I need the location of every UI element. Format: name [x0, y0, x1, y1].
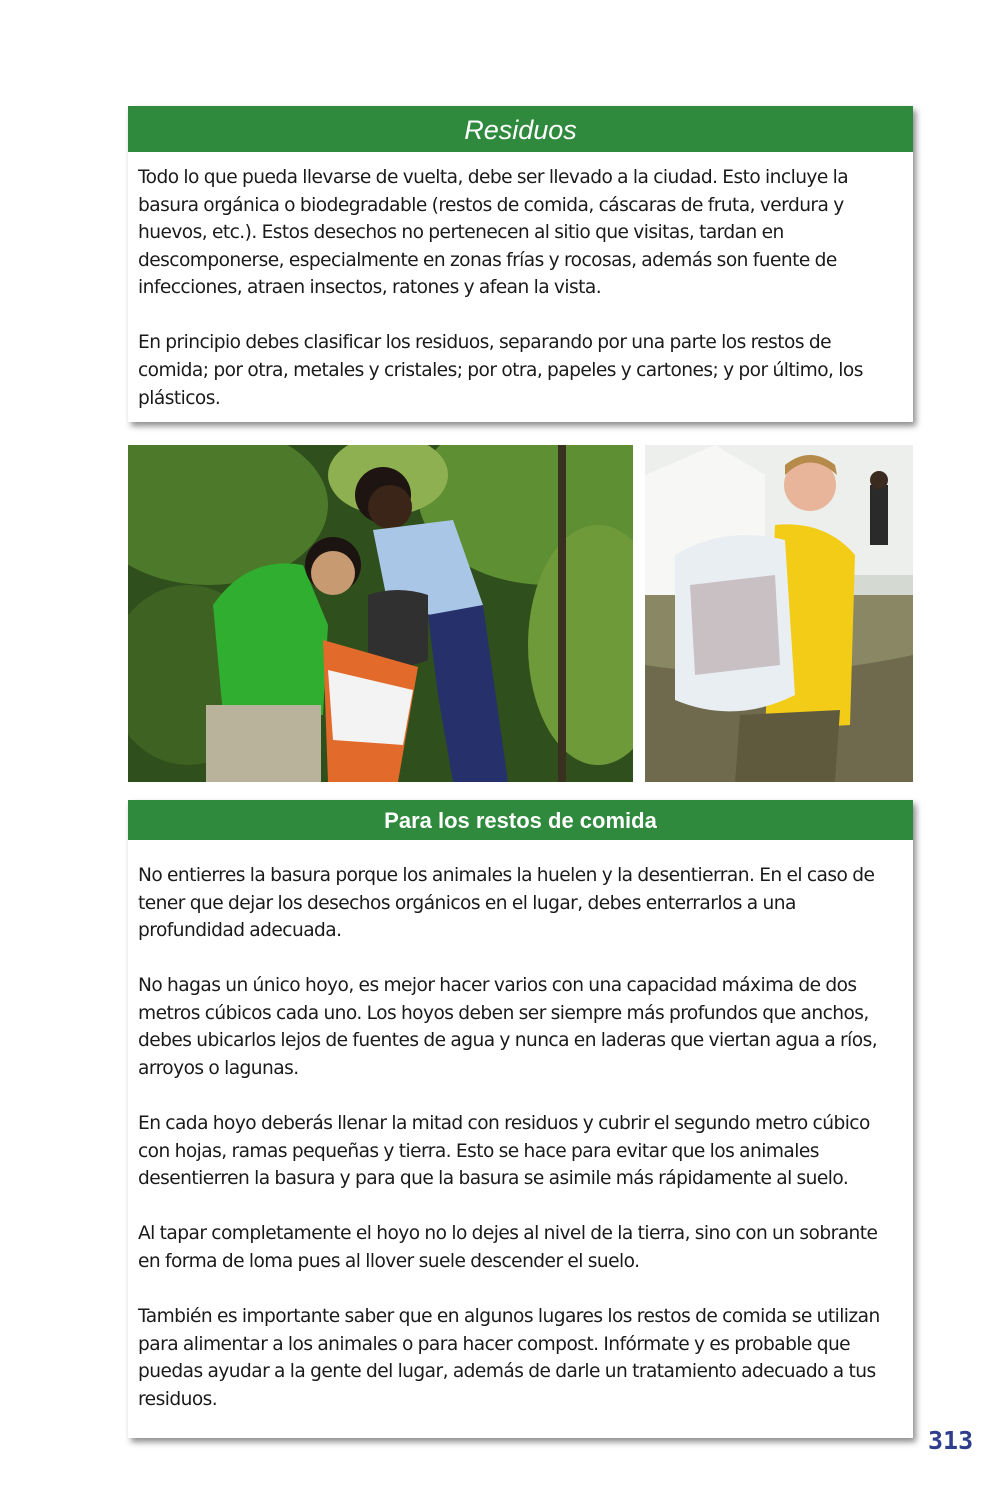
comida-paragraph-5: También es importante saber que en algunos lugares los restos de comida se utilizan para alimentar a los animales o para hacer compost. Infórmate y es probable que puedas ayudar a la gente del lugar, además de darle un tratamiento adecuado a tus residuos.: [138, 1306, 880, 1410]
comida-body: [128, 840, 913, 1414]
residuos-title: Residuos: [128, 106, 913, 152]
residuos-body: [128, 152, 913, 412]
comida-paragraph-2: No hagas un único hoyo, es mejor hacer varios con una capacidad máxima de dos metros cúbicos cada uno. Los hoyos deben ser siempre más profundos que anchos, debes ubicarlos lejos de fuentes de agua y nunca en laderas que viertan agua a ríos, arroyos o lagunas.: [138, 975, 878, 1080]
photo-scout-carrying-bag: [645, 445, 913, 782]
residuos-paragraph-2: En principio debes clasificar los residuos, separando por una parte los restos de comida; por otra, metales y cristales; por otra, papeles y cartones; y por último, los plásticos.: [138, 332, 863, 409]
comida-paragraph-4: Al tapar completamente el hoyo no lo dejes al nivel de la tierra, sino con un sobrante en forma de loma pues al llover suele descender el suelo.: [138, 1223, 878, 1273]
photo-scouts-bins: [128, 445, 633, 782]
comida-paragraph-3: En cada hoyo deberás llenar la mitad con residuos y cubrir el segundo metro cúbico con hojas, ramas pequeñas y tierra. Esto se hace para evitar que los animales desentierren la basura y para que la basura se asimile más rápidamente al suelo.: [138, 1113, 870, 1190]
residuos-box: [128, 106, 913, 422]
residuos-paragraph-1: Todo lo que pueda llevarse de vuelta, debe ser llevado a la ciudad. Esto incluye la basura orgánica o biodegradable (restos de comida, cáscaras de fruta, verdura y huevos, etc.). Estos desechos no pertenecen al sitio que visitas, tardan en descomponerse, especialmente en zonas frías y rocosas, además son fuente de infecciones, atraen insectos, ratones y afean la vista.: [138, 167, 849, 299]
comida-title: Para los restos de comida: [128, 800, 913, 840]
comida-box: [128, 800, 913, 1438]
page-number: 313: [928, 1426, 974, 1455]
comida-paragraph-1: No entierres la basura porque los animales la huelen y la desentierran. En el caso de tener que dejar los desechos orgánicos en el lugar, debes enterrarlos a una profundidad adecuada.: [138, 865, 875, 942]
